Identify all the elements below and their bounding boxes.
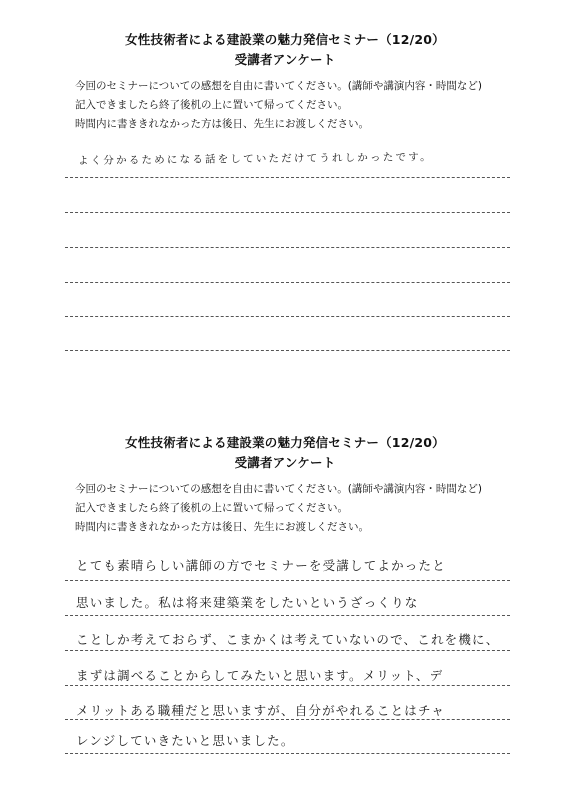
instruction-line: 記入できましたら終了後机の上に置いて帰ってください。 xyxy=(75,99,348,111)
seminar-title: 女性技術者による建設業の魅力発信セミナー（12/20） xyxy=(125,32,445,47)
survey-subtitle: 受講者アンケート xyxy=(234,455,336,470)
writing-line xyxy=(65,212,510,213)
instruction-line: 時間内に書ききれなかった方は後日、先生にお渡しください。 xyxy=(75,521,369,533)
writing-line xyxy=(65,685,510,686)
writing-line xyxy=(65,282,510,283)
writing-line xyxy=(65,350,510,351)
writing-line xyxy=(65,615,510,616)
writing-line xyxy=(65,580,510,581)
instruction-line: 今回のセミナーについての感想を自由に書いてください。(講師や講演内容・時間など) xyxy=(75,80,482,92)
handwritten-response-line: 思いました。私は将来建築業をしたいというざっくりな xyxy=(76,595,419,610)
handwritten-response-line: まずは調べることからしてみたいと思います。メリット、デ xyxy=(76,668,444,683)
handwritten-response-line: ことしか考えておらず、こまかくは考えていないので、これを機に、 xyxy=(76,632,500,647)
writing-line xyxy=(65,316,510,317)
handwritten-response-line: メリットある職種だと思いますが、自分がやれることはチャ xyxy=(76,703,446,718)
survey-subtitle: 受講者アンケート xyxy=(234,52,336,67)
instruction-line: 時間内に書ききれなかった方は後日、先生にお渡しください。 xyxy=(75,118,369,130)
handwritten-response-line: とても素晴らしい講師の方でセミナーを受講してよかったと xyxy=(76,558,446,573)
writing-line xyxy=(65,753,510,754)
seminar-title: 女性技術者による建設業の魅力発信セミナー（12/20） xyxy=(125,435,445,450)
writing-line xyxy=(65,177,510,178)
instruction-line: 記入できましたら終了後机の上に置いて帰ってください。 xyxy=(75,502,348,514)
handwritten-response-line: よく分かるためになる話をしていただけてうれしかったです。 xyxy=(77,151,433,167)
writing-line xyxy=(65,247,510,248)
writing-line xyxy=(65,719,510,720)
writing-line xyxy=(65,650,510,651)
handwritten-response-line: レンジしていきたいと思いました。 xyxy=(76,733,295,748)
instruction-line: 今回のセミナーについての感想を自由に書いてください。(講師や講演内容・時間など) xyxy=(75,483,482,495)
